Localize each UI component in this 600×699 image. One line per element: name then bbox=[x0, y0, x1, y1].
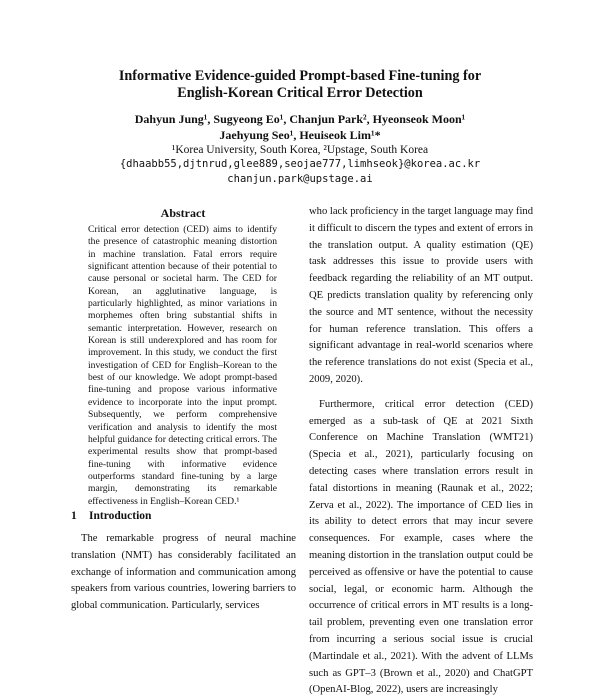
title-line-2: English-Korean Critical Error Detection bbox=[177, 85, 423, 101]
section-number: 1 bbox=[71, 510, 77, 522]
right-paragraph-2: Furthermore, critical error detection (CED) emerged as a sub-task of QE at 2021 Sixth Conference on Machine Translation (WMT21) (Specia et al., 2021), particularly focusing on detecting cases where translation errors result in fatal distortions in meaning (Raunak et al., 2022; Zerva et al., 2022). The importance of CED lies in its ability to detect errors that may incur severe consequences. For example, cases where the meaning distortion in the translation output could be perceived as offensive or have the potential to cause social, legal, or economic harm. Although the occurrence of critical errors in MT results is a long-tail problem, preventing even one translation error from incurring a serious social issue is crucial (Martindale et al., 2021). With the advent of LLMs such as GPT–3 (Brown et al., 2020) and ChatGPT (OpenAI-Blog, 2022), users are increasingly bbox=[309, 398, 533, 696]
email-korea: {dhaabb55,djtnrud,glee889,seojae777,limhseok}@korea.ac.kr bbox=[119, 158, 481, 170]
abstract-text: Critical error detection (CED) aims to identify the presence of catastrophic meaning distortion in machine translation. Fatal errors require significant attention because of their potential to cause personal or societal harm. The CED for Korean, an agglutinative language, is particularly highlighted, as minor variations in morphemes often bring substantial shifts in semantic interpretation. However, research on Korean is still underexplored and has room for improvement. In this study, we conduct the first investigation of CED for English–Korean to the best of our knowledge. We adopt prompt-based fine-tuning and propose various informative evidence to incorporate into the input prompt. Subsequently, we perform comprehensive verification and analysis to identify the most helpful guidance for detecting critical errors. The experimental results show that prompt-based fine-tuning with informative evidence outperforms standard fine-tuning by a large margin, demonstrating its remarkable effectiveness in English–Korean CED.¹ bbox=[88, 224, 277, 507]
abstract-heading: Abstract bbox=[160, 206, 206, 220]
email-upstage: chanjun.park@upstage.ai bbox=[227, 173, 373, 185]
intro-paragraph: The remarkable progress of neural machine translation (NMT) has considerably facilitated an exchange of information and communication among speakers from various countries, lowering barriers to global communication. Particularly, services bbox=[71, 533, 296, 612]
right-paragraph-1: who lack proficiency in the target language may find it difficult to discern the types and extent of errors in the translation output. A quality estimation (QE) task addresses this issue to provide users with feedback regarding the reliability of an MT output. QE predicts translation quality by referencing only the source and MT sentence, without the necessity for human reference translation. This offers a significant advantage in real-world scenarios where the reference translations do not exist (Specia et al., 2009, 2020). bbox=[309, 206, 533, 385]
authors-line-1: Dahyun Jung¹, Sugyeong Eo¹, Chanjun Park², Hyeonseok Moon¹ bbox=[134, 112, 466, 126]
right-column bbox=[309, 204, 533, 696]
authors-line-2: Jaehyung Seo¹, Heuiseok Lim¹* bbox=[219, 127, 381, 142]
introduction-left-column bbox=[71, 531, 296, 612]
paper-title bbox=[40, 68, 560, 102]
section-title: Introduction bbox=[89, 510, 152, 522]
author-list bbox=[40, 112, 560, 143]
section-heading-introduction bbox=[71, 510, 291, 522]
affiliations: ¹Korea University, South Korea, ²Upstage, South Korea bbox=[171, 144, 429, 156]
title-line-1: Informative Evidence-guided Prompt-based Fine-tuning for bbox=[118, 68, 482, 84]
